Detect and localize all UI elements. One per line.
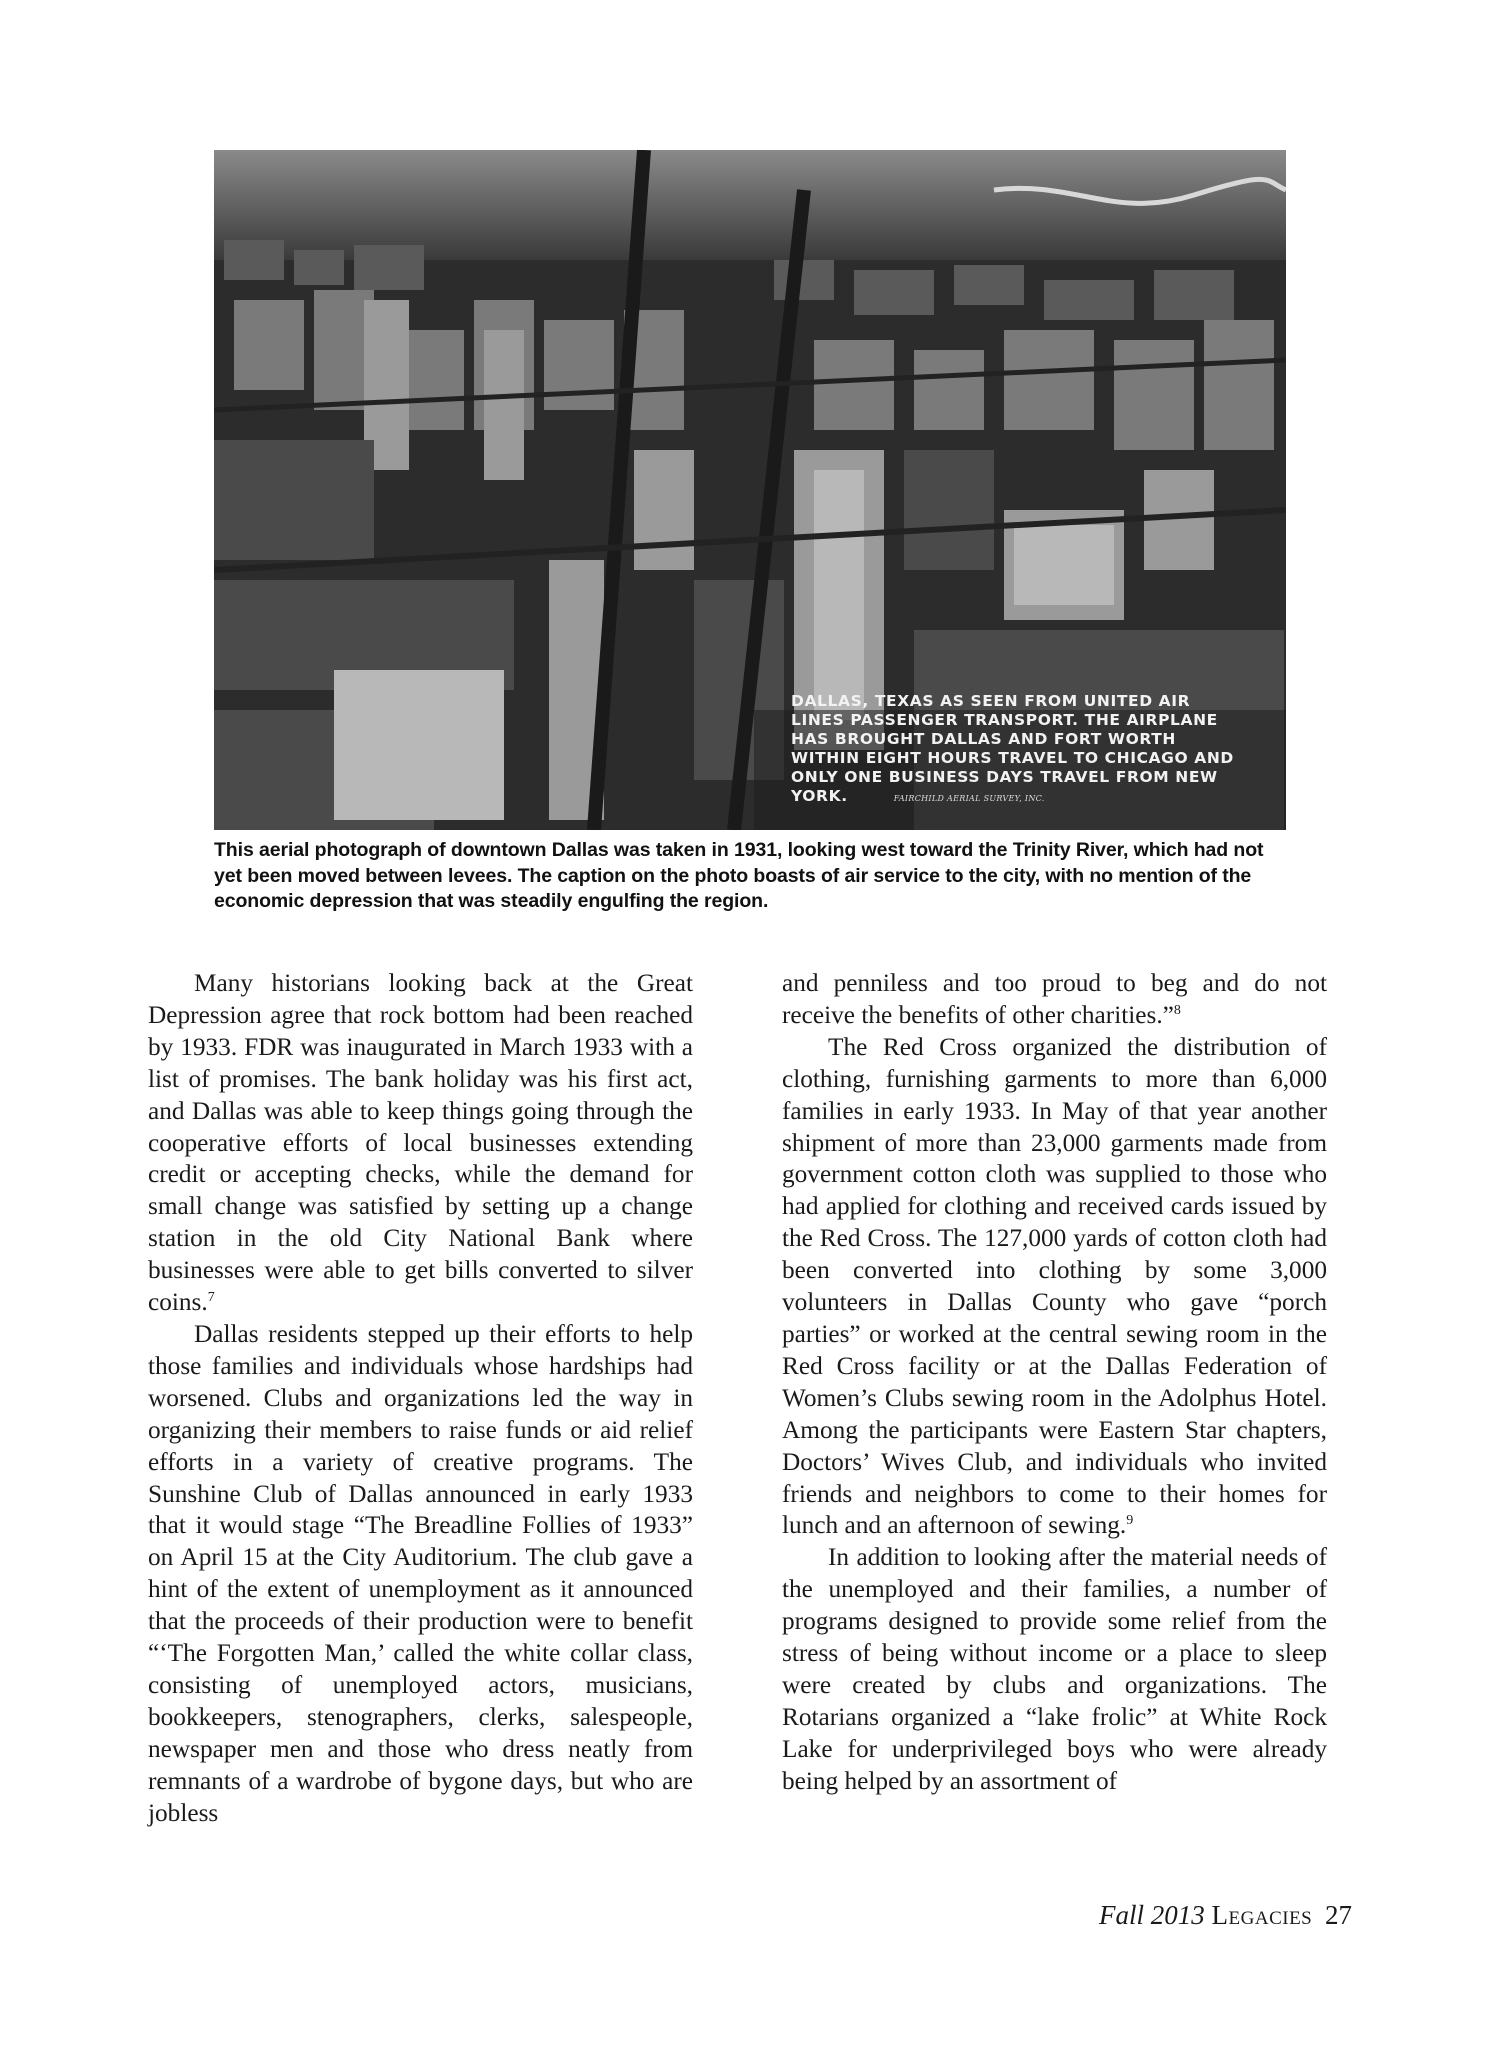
paragraph: [148, 968, 693, 1319]
photo-caption: [791, 692, 1246, 808]
issue-label: Fall 2013: [1099, 1900, 1205, 1930]
figure-caption: This aerial photograph of downtown Dallas was taken in 1931, looking west toward the Trinity River, which had not yet been moved between levees. The caption on the photo boasts of air service to the city, with no mention of the economic depression that was steadily engulfing the region.: [214, 839, 1264, 912]
paragraph: [782, 1032, 1327, 1543]
photo-credit: FAIRCHILD AERIAL SURVEY, INC.: [893, 794, 1045, 803]
photo-caption-text: DALLAS, TEXAS AS SEEN FROM UNITED AIR LINES PASSENGER TRANSPORT. THE AIRPLANE HAS BROUGHT DALLAS AND FORT WORTH WITHIN EIGHT HOURS TRAVEL TO CHICAGO AND ONLY ONE BUSINESS DAYS TRAVEL FROM NEW YORK.: [791, 692, 1234, 805]
paragraph: Dallas residents stepped up their efforts to help those families and individuals whose hardships had worsened. Clubs and organizations led the way in organizing their members to raise funds or aid relief efforts in a variety of creative programs. The Sunshine Club of Dallas announced in early 1933 that it would stage “The Breadline Follies of 1933” on April 15 at the City Auditorium. The club gave a hint of the extent of unemployment as it announced that the proceeds of their production were to benefit “‘The Forgotten Man,’ called the white collar class, consisting of unemployed actors, musicians, bookkeepers, stenographers, clerks, salespeople, newspaper men and those who dress neatly from remnants of a wardrobe of bygone days, but who are jobless: [148, 1319, 693, 1827]
page-footer: [1099, 1900, 1352, 1931]
page-number: 27: [1325, 1900, 1352, 1930]
right-column: [782, 968, 1327, 1798]
footnote-ref: 8: [1173, 1002, 1181, 1018]
aerial-photo: [214, 150, 1286, 830]
paragraph: [782, 968, 1327, 1032]
paragraph-text: Many historians looking back at the Great Depression agree that rock bottom had been reached by 1933. FDR was inaugurated in March 1933 with a list of promises. The bank holiday was his first act, and Dallas was able to keep things going through the cooperative efforts of local businesses extending credit or accepting checks, while the demand for small change was satisfied by setting up a change station in the old City National Bank where businesses were able to get bills converted to silver coins.: [148, 969, 693, 1317]
footnote-ref: 7: [207, 1290, 215, 1306]
paragraph: In addition to looking after the material needs of the unemployed and their families, a number of programs designed to provide some relief from the stress of being without income or a place to sleep were created by clubs and organizations. The Rotarians organized a “lake frolic” at White Rock Lake for underprivileged boys who were already being helped by an assortment of: [782, 1543, 1327, 1795]
paragraph-text: and penniless and too proud to beg and do not receive the benefits of other charities.”: [782, 969, 1327, 1029]
paragraph-text: The Red Cross organized the distribution of clothing, furnishing garments to more than 6,000 families in early 1933. In May of that year another shipment of more than 23,000 garments made from government cotton cloth was supplied to those who had applied for clothing and received cards issued by the Red Cross. The 127,000 yards of cotton cloth had been converted into clothing by some 3,000 volunteers in Dallas County who gave “porch parties” or worked at the central sewing room in the Red Cross facility or at the Dallas Federation of Women’s Clubs sewing room in the Adolphus Hotel. Among the participants were Eastern Star chapters, Doctors’ Wives Club, and individuals who invited friends and neighbors to come to their homes for lunch and an afternoon of sewing.: [782, 1032, 1327, 1540]
footnote-ref: 9: [1126, 1513, 1134, 1529]
magazine-title: Legacies: [1211, 1900, 1313, 1930]
left-column: [148, 968, 693, 1829]
